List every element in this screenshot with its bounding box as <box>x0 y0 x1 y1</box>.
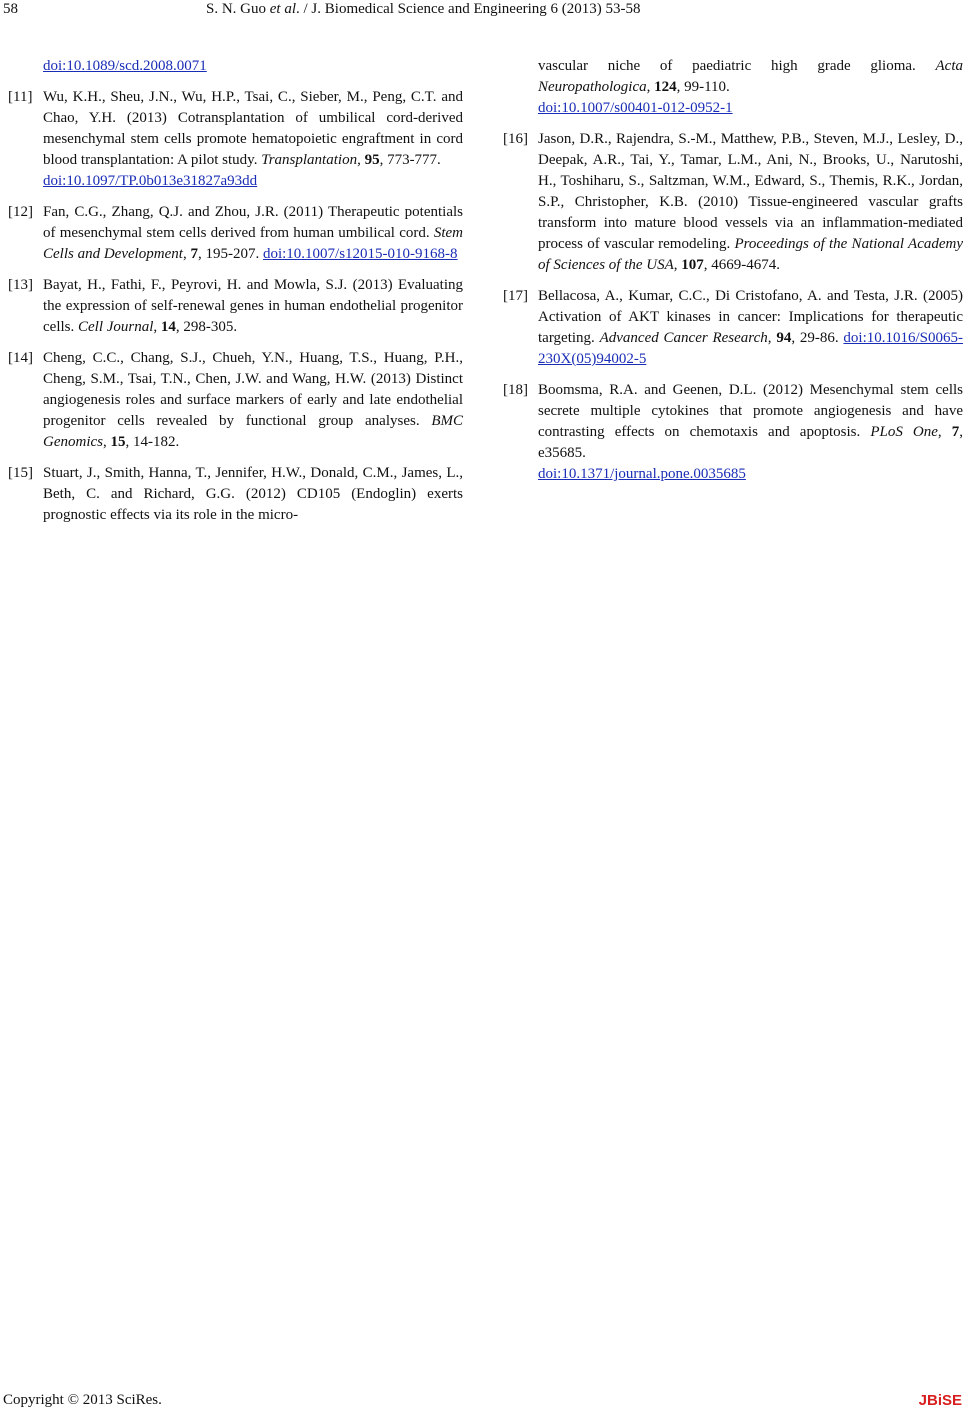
reference-number: [11] <box>8 89 33 105</box>
volume: 14 <box>160 319 176 335</box>
copyright-notice: Copyright © 2013 SciRes. <box>3 1392 162 1408</box>
volume: 7 <box>190 246 198 262</box>
volume: 124 <box>654 79 677 95</box>
doi-link[interactable]: doi:10.1089/scd.2008.0071 <box>43 58 207 74</box>
reference-text: Boomsma, R.A. and Geenen, D.L. (2012) Mesenchymal stem cells secrete multiple cytokines that promote angiogenesis and have contrasting effects on chemotaxis and apoptosis. <box>538 382 963 440</box>
pages: , 4669-4674. <box>703 257 781 273</box>
reference-17: [17] Bellacosa, A., Kumar, C.C., Di Cristofano, A. and Testa, J.R. (2005) Activation of AKT kinases in cancer: Implications for therapeutic targeting. Advanced Cancer Research, 94, 29-86. doi:10.1016/S0065-230X(05)94002-5 <box>503 288 964 367</box>
journal-name: Cell Journal <box>78 319 154 335</box>
reference-text: Bellacosa, A., Kumar, C.C., Di Cristofano, A. and Testa, J.R. (2005) Activation of AKT kinases in cancer: Implications for therapeutic targeting. <box>538 288 963 346</box>
reference-number: [13] <box>8 277 33 293</box>
volume: 107 <box>681 257 704 273</box>
carryover-reference: vascular niche of paediatric high grade glioma. Acta Neuropathologica, 124, 99-110. doi:10.1007/s00401-012-0952-1 <box>538 58 963 116</box>
journal-name: PLoS One <box>870 424 938 440</box>
running-head-journal: . / J. Biomedical Science and Engineering 6 (2013) 53-58 <box>296 1 641 17</box>
doi-link[interactable]: doi:10.1007/s00401-012-0952-1 <box>538 100 733 116</box>
doi-link[interactable]: doi:10.1016/S0065-230X(05)94002-5 <box>538 330 964 367</box>
pages: , 99-110. <box>676 79 730 95</box>
reference-text: Cheng, C.C., Chang, S.J., Chueh, Y.N., Huang, T.S., Huang, P.H., Cheng, S.M., Tsai, T.N., Chen, J.W. and Wang, H.W. (2013) Distinct angiogenesis roles and surface markers of early and late endothelial progenitor cells revealed by functional group analyses. <box>43 350 463 429</box>
reference-13: [13] Bayat, H., Fathi, F., Peyrovi, H. and Mowla, S.J. (2013) Evaluating the expression of self-renewal genes in human endothelial progenitor cells. Cell Journal, 14, 298-305. <box>8 277 463 335</box>
volume: 95 <box>364 152 380 168</box>
reference-text: Bayat, H., Fathi, F., Peyrovi, H. and Mowla, S.J. (2013) Evaluating the expression of self-renewal genes in human endothelial progenitor cells. <box>43 277 463 335</box>
doi-link[interactable]: doi:10.1007/s12015-010-9168-8 <box>262 246 458 262</box>
running-head <box>206 1 641 18</box>
reference-number: [18] <box>503 382 528 398</box>
reference-text: vascular niche of paediatric high grade glioma. <box>538 58 936 74</box>
reference-15 <box>8 463 463 526</box>
running-head-authors: S. N. Guo <box>206 1 270 17</box>
doi-link[interactable]: doi:10.1097/TP.0b013e31827a93dd <box>43 173 258 189</box>
journal-name: Transplantation <box>261 152 358 168</box>
doi-link[interactable]: doi:10.1371/journal.pone.0035685 <box>538 466 746 482</box>
pages: , 14-182. <box>125 434 180 450</box>
reference-text: Wu, K.H., Sheu, J.N., Wu, H.P., Tsai, C., Sieber, M., Peng, C.T. and Chao, Y.H. (2013) Cotransplantation of umbilical cord-derived mesenchymal stem cells promote hematopoietic engraftment in cord blood transplantation: A pilot study. <box>43 89 463 168</box>
reference-number: [14] <box>8 350 33 366</box>
journal-name: Acta Neuropathologica <box>538 58 963 95</box>
reference-11: [11] Wu, K.H., Sheu, J.N., Wu, H.P., Tsai, C., Sieber, M., Peng, C.T. and Chao, Y.H. (2013) Cotransplantation of umbilical cord-derived mesenchymal stem cells promote hematopoietic engraftment in cord blood transplantation: A pilot study. Transplantation, 95, 773-777. doi:10.1097/TP.0b013e31827a93dd <box>8 89 463 189</box>
pages: , 29-86. <box>791 330 844 346</box>
reference-number: [17] <box>503 288 528 304</box>
carryover-reference <box>8 56 463 77</box>
volume: 94 <box>776 330 792 346</box>
reference-18: [18] Boomsma, R.A. and Geenen, D.L. (2012) Mesenchymal stem cells secrete multiple cytokines that promote angiogenesis and have contrasting effects on chemotaxis and apoptosis. PLoS One, 7, e35685. doi:10.1371/journal.pone.0035685 <box>503 382 963 482</box>
reference-text: Jason, D.R., Rajendra, S.-M., Matthew, P.B., Steven, M.J., Lesley, D., Deepak, A.R., Tai, Y., Tamar, L.M., Ani, N., Brooks, U., Narutoshi, H., Toshiharu, S., Saltzman, W.M., Edward, S., Themis, R.K., Jordan, S.P., Christopher, K.B. (2010) Tissue-engineered vascular grafts transform into mature blood vessels via an inflammation-mediated process of vascular remodeling. <box>538 131 963 252</box>
page-number: 58 <box>3 1 18 17</box>
reference-number: [15] <box>8 465 33 481</box>
volume: 7 <box>951 424 960 440</box>
journal-name: Advanced Cancer Research <box>599 330 768 346</box>
journal-abbreviation: JBiSE <box>918 1392 962 1409</box>
journal-name: Proceedings of the National Academy of Sciences of the USA <box>538 236 963 273</box>
reference-number: [12] <box>8 204 33 220</box>
pages: , 298-305. <box>175 319 238 335</box>
reference-number: [16] <box>503 131 528 147</box>
reference-12: [12] Fan, C.G., Zhang, Q.J. and Zhou, J.R. (2011) Therapeutic potentials of mesenchymal stem cells derived from human umbilical cord. Stem Cells and Development, 7, 195-207. doi:10.1007/s12015-010-9168-8 <box>8 204 463 262</box>
right-column <box>503 56 963 495</box>
reference-text: Stuart, J., Smith, Hanna, T., Jennifer, H.W., Donald, C.M., James, L., Beth, C. and Richard, G.G. (2012) CD105 (Endoglin) exerts prognostic effects via its role in the micro- <box>43 465 463 523</box>
reference-14: [14] Cheng, C.C., Chang, S.J., Chueh, Y.N., Huang, T.S., Huang, P.H., Cheng, S.M., Tsai, T.N., Chen, J.W. and Wang, H.W. (2013) Distinct angiogenesis roles and surface markers of early and late endothelial progenitor cells revealed by functional group analyses. BMC Genomics, 15, 14-182. <box>8 350 463 450</box>
pages: , e35685. <box>538 424 963 461</box>
reference-text: Fan, C.G., Zhang, Q.J. and Zhou, J.R. (2011) Therapeutic potentials of mesenchymal stem cells derived from human umbilical cord. <box>43 204 463 241</box>
running-head-etal: et al <box>269 1 297 17</box>
volume: 15 <box>110 434 126 450</box>
left-column <box>8 56 463 536</box>
reference-16: [16] Jason, D.R., Rajendra, S.-M., Matthew, P.B., Steven, M.J., Lesley, D., Deepak, A.R., Tai, Y., Tamar, L.M., Ani, N., Brooks, U., Narutoshi, H., Toshiharu, S., Saltzman, W.M., Edward, S., Themis, R.K., Jordan, S.P., Christopher, K.B. (2010) Tissue-engineered vascular grafts transform into mature blood vessels via an inflammation-mediated process of vascular remodeling. Proceedings of the National Academy of Sciences of the USA, 107, 4669-4674. <box>503 131 963 273</box>
pages: , 195-207. <box>197 246 263 262</box>
journal-name: BMC Genomics <box>43 413 463 450</box>
pages: , 773-777. <box>379 152 441 168</box>
journal-name: Stem Cells and Development <box>43 225 463 262</box>
